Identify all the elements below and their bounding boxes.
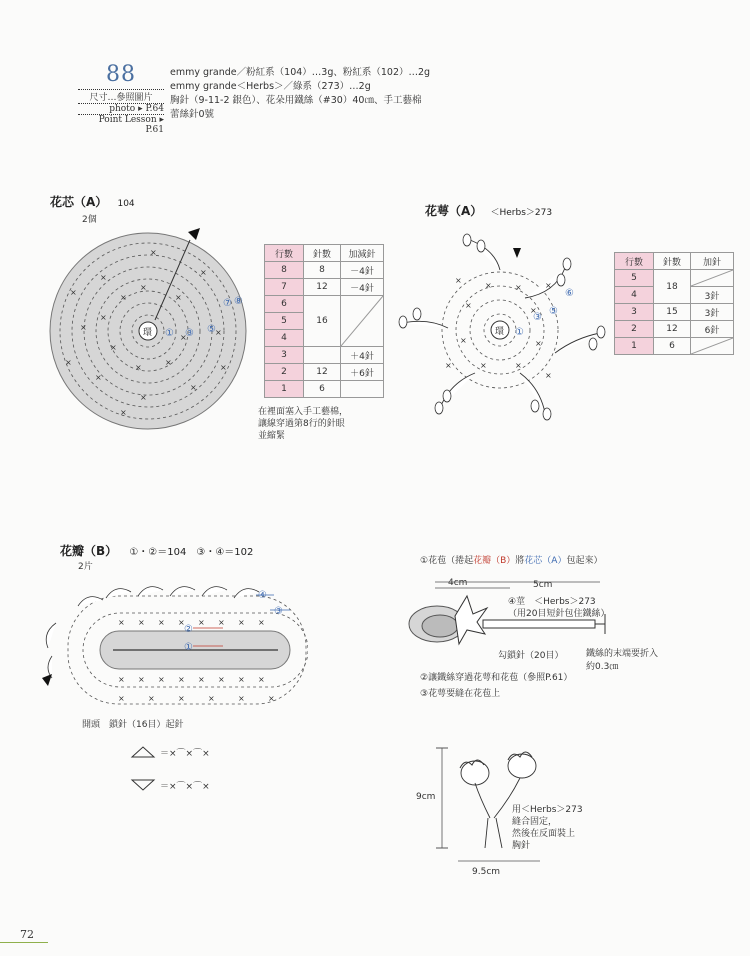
petal-quantity: 2片 [78,562,93,572]
svg-text:×: × [238,618,245,627]
round-mark: ⑥ [565,288,574,299]
round-mark: ① [515,327,524,338]
stitch-change: 6針 [691,321,734,338]
svg-text:×: × [215,328,222,337]
assembly-step-2: ②讓鐵絲穿過花萼和花苞（參照P.61） [420,673,573,683]
materials-list [170,66,430,122]
svg-text:×: × [178,694,185,703]
stitch-count: 12 [654,321,691,338]
petal-yarn-code: ①・②＝104 ③・④＝102 [129,547,254,558]
table-row [265,262,384,279]
round-mark: ③ [274,606,283,617]
width-9-5cm: 9.5cm [472,867,501,877]
table-row [265,364,384,381]
page-number: 72 [20,928,34,941]
svg-text:×: × [120,293,127,302]
assembly-step-4-detail: （用20目短針包住鐵絲） [508,609,610,619]
calyx-title: 花萼（A） [425,204,483,218]
start-marker-icon [513,248,521,258]
stitch-count [304,347,341,364]
svg-text:×: × [118,618,125,627]
stitch-count: 6 [654,338,691,355]
stitch-change-diagonal [691,338,734,355]
start-marker-icon [42,674,52,686]
svg-text:×: × [530,306,537,315]
svg-text:×: × [445,361,452,370]
stitch-count: 18 [654,270,691,304]
size-reference: 尺寸…參照圖片 [89,93,153,103]
chain-note: 勾鎖針（20目） [498,651,564,661]
svg-text:×: × [220,363,227,372]
bud-left-shape [461,761,489,785]
svg-text:×: × [175,293,182,302]
petal-start-note: 開頭 鎖針（16目）起針 [82,720,184,730]
dimension-5cm: 5cm [533,580,553,590]
ring-label: 環 [143,328,153,338]
assembly-step-4: ④莖 ＜Herbs＞273 [508,597,596,607]
round-mark: ① [184,642,193,653]
table-row [265,279,384,296]
svg-text:×: × [138,675,145,684]
svg-text:×: × [198,675,205,684]
svg-text:×: × [178,675,185,684]
stitch-count: 12 [304,364,341,381]
svg-text:×: × [80,323,87,332]
round-mark: ⑤ [549,306,558,317]
svg-text:×: × [165,358,172,367]
row-number: 3 [615,304,654,321]
row-number: 4 [265,330,304,347]
stitch-change-diagonal [341,296,384,347]
table-row [265,296,384,313]
petal-section-title [60,542,253,559]
row-number: 2 [615,321,654,338]
table-row [615,270,734,287]
svg-text:×: × [198,618,205,627]
table-header: 加減針 [341,245,384,262]
row-number: 1 [615,338,654,355]
center-crochet-diagram [40,220,260,440]
svg-text:×: × [208,694,215,703]
calyx-crochet-diagram [395,228,610,428]
svg-text:×: × [110,343,117,352]
svg-text:×: × [515,283,522,292]
height-9cm: 9cm [416,792,436,802]
formula-text: ＝×⌒×⌒× [160,748,210,759]
center-note [258,406,348,442]
round-mark: ⑦ [223,298,232,309]
svg-text:×: × [120,408,127,417]
photo-reference: photo ▸ P.64 [109,104,164,114]
svg-text:×: × [118,694,125,703]
wire-end-note: 鐵絲的末端要折入 [586,649,659,659]
row-number: 4 [615,287,654,304]
note-line: 在裡面塞入手工藝棉， [258,407,349,417]
svg-text:×: × [218,675,225,684]
table-row [615,338,734,355]
table-header: 針數 [304,245,341,262]
formula-text: ＝×⌒×⌒× [160,781,210,792]
step-text: ①花苞（捲起 [420,556,474,566]
round-mark: ① [165,328,174,339]
center-ref: 花芯（A） [524,556,567,566]
calyx-yarn-code: ＜Herbs＞273 [490,208,553,218]
svg-text:×: × [190,383,197,392]
svg-text:×: × [535,339,542,348]
svg-text:×: × [218,618,225,627]
petal-crochet-diagram [38,578,308,718]
finished-note [512,804,583,852]
stitch-change: ＋4針 [341,347,384,364]
row-number: 7 [265,279,304,296]
svg-text:×: × [148,694,155,703]
page-number-rule [0,942,48,943]
stitch-count: 12 [304,279,341,296]
note-line: 縫合固定， [512,817,558,827]
table-row [615,321,734,338]
center-stitch-table [264,244,384,398]
dimension-4cm: 4cm [448,578,468,588]
svg-text:×: × [455,276,462,285]
petal-ref: 花瓣（B） [473,556,516,566]
svg-text:×: × [200,268,207,277]
stitch-formula-2 [130,778,210,792]
stitch-change: －4針 [341,262,384,279]
material-line: 胸針（9-11-2 銀色）、花朵用鐵絲（#30）40㎝、手工藝棉 [170,95,422,106]
svg-text:×: × [138,618,145,627]
svg-text:×: × [158,618,165,627]
svg-text:×: × [178,618,185,627]
material-line: emmy grande＜Herbs＞／綠系（273）…2g [170,81,371,92]
material-line: 蕾絲針0號 [170,109,215,120]
calyx-stitch-table [614,252,734,355]
round-mark: ⑤ [207,324,216,335]
stitch-formula-1 [130,745,210,759]
stitch-change: －4針 [341,279,384,296]
note-line: 然後在反面裝上 [512,829,576,839]
center-section-title [50,193,135,210]
row-number: 3 [265,347,304,364]
svg-text:×: × [485,281,492,290]
calyx-shape [455,596,487,644]
svg-text:×: × [140,393,147,402]
row-number: 5 [615,270,654,287]
center-quantity: 2個 [82,215,97,225]
svg-text:×: × [100,313,107,322]
round-mark: ② [184,624,193,635]
shell-stitch-icon [130,745,156,759]
pattern-number: 88 [106,62,136,87]
bud-right-shape [508,754,536,778]
row-number: 8 [265,262,304,279]
svg-text:×: × [180,333,187,342]
svg-text:×: × [545,281,552,290]
assembly-step-3: ③花萼要縫在花苞上 [420,689,501,699]
svg-text:×: × [140,283,147,292]
svg-text:×: × [480,361,487,370]
stitch-change: ＋6針 [341,364,384,381]
ring-label: 環 [495,327,505,337]
stitch-count: 8 [304,262,341,279]
svg-text:×: × [118,675,125,684]
stitch-change: 3針 [691,304,734,321]
svg-text:×: × [238,675,245,684]
petal-title: 花瓣（B） [60,544,118,558]
material-line: emmy grande／粉紅系（104）…3g、粉紅系（102）…2g [170,67,431,78]
stitch-count: 16 [304,296,341,347]
calyx-section-title [425,202,552,219]
note-line: 讓線穿過第8行的針眼 [258,419,345,429]
svg-text:×: × [70,288,77,297]
round-mark: ③ [185,328,194,339]
svg-text:×: × [150,248,157,257]
svg-text:×: × [158,675,165,684]
table-header: 針數 [654,253,691,270]
step-text: 包起來） [566,556,603,566]
table-row [265,347,384,364]
stitch-count: 6 [304,381,341,398]
stitch-change: 3針 [691,287,734,304]
svg-text:×: × [258,675,265,684]
table-header: 加針 [691,253,734,270]
assembly-step-1 [420,553,602,566]
row-number: 1 [265,381,304,398]
row-number: 6 [265,296,304,313]
svg-text:×: × [65,358,72,367]
start-marker-icon [188,228,200,240]
table-header: 行數 [615,253,654,270]
svg-text:×: × [268,694,275,703]
table-header: 行數 [265,245,304,262]
table-row [265,381,384,398]
round-mark: ⑧ [234,296,243,307]
svg-text:×: × [95,373,102,382]
center-yarn-code: 104 [117,199,135,209]
svg-text:×: × [545,371,552,380]
svg-text:×: × [135,363,142,372]
stitch-change-diagonal [691,270,734,287]
note-line: 用＜Herbs＞273 [512,805,583,815]
stem-shape [483,620,595,628]
svg-text:×: × [515,361,522,370]
note-line: 並縮緊 [258,431,286,441]
table-row [615,304,734,321]
wire-end-note-2: 約0.3㎝ [586,662,619,672]
pattern-header [78,62,164,135]
center-title: 花芯（A） [50,195,108,209]
svg-text:×: × [465,301,472,310]
note-line: 胸針 [512,841,531,851]
row-number: 5 [265,313,304,330]
stitch-change [341,381,384,398]
svg-text:×: × [100,273,107,282]
point-lesson-reference: Point Lesson ▸ P.61 [98,115,164,135]
round-mark: ③ [533,312,542,323]
shell-stitch-icon [130,778,156,792]
svg-text:×: × [258,618,265,627]
row-number: 2 [265,364,304,381]
step-text: 將 [515,556,525,566]
svg-text:×: × [460,336,467,345]
round-mark: ④ [258,590,267,601]
svg-text:×: × [238,694,245,703]
stitch-count: 15 [654,304,691,321]
